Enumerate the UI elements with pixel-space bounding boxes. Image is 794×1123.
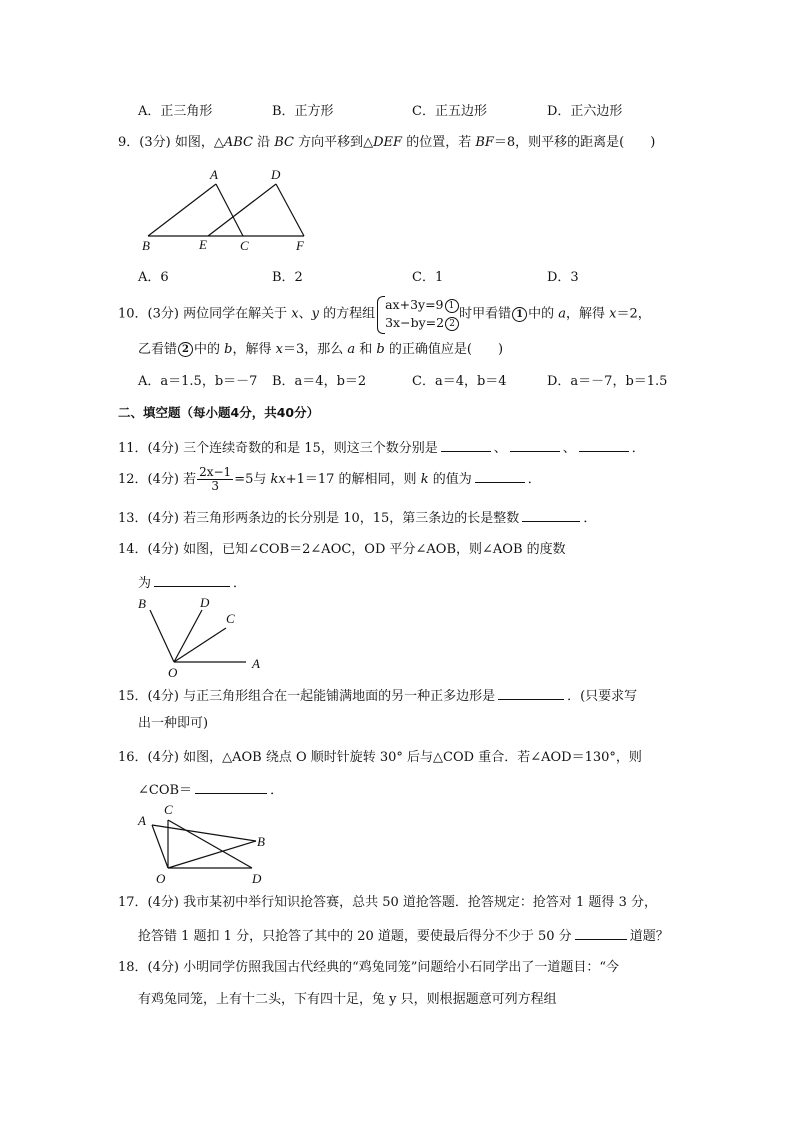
q10-equation-system: ax+3y=9 1 3x−by=2 2 (377, 296, 459, 332)
q14-label-a: A (252, 656, 260, 671)
q9-option-c: C．1 (412, 270, 444, 285)
q10-stem-line2: 乙看错 2 中的 b，解得 x＝3，那么 a 和 b 的正确值应是( ) (138, 342, 504, 357)
q14-label-o: O (168, 665, 178, 680)
q10-option-b: B．a＝4，b＝2 (272, 374, 367, 389)
q8-option-a: A．正三角形 (138, 104, 213, 119)
q9-label-e: E (199, 237, 207, 252)
q10-option-d: D．a＝－7，b＝1.5 (547, 374, 668, 389)
q15-stem-line2: 出一种即可) (138, 716, 209, 731)
q16-label-a: A (138, 813, 146, 828)
q16-blank (195, 779, 267, 794)
q8-option-b: B．正方形 (272, 104, 334, 119)
q10-stem-line1: 10．(3分) 两位同学在解关于 x、y 的方程组 ax+3y=9 1 3x−by=2 2 时甲看错 1 中的 a，解得 x＝2， (118, 296, 651, 333)
q17-stem-line2: 抢答错 1 题扣 1 分，只抢答了其中的 20 道题，要使最后得分不少于 50 分 道题？ (138, 925, 669, 947)
q9-option-a: A．6 (138, 270, 169, 285)
q13-blank (522, 507, 580, 522)
q16-stem-line1: 16．(4分) 如图，△AOB 绕点 O 顺时针旋转 30° 后与△COD 重合．若∠AOD＝130°，则 (118, 750, 642, 765)
q17-blank (575, 925, 627, 940)
q11-blank-1 (441, 437, 491, 452)
q14-stem-line2: 为 ． (138, 572, 246, 594)
q10-option-c: C．a＝4，b＝4 (412, 374, 507, 389)
q9-label-b: B (142, 238, 150, 253)
q9-label-c: C (240, 238, 249, 253)
q8-option-c: C．正五边形 (412, 104, 487, 119)
q12-blank (475, 468, 525, 483)
q8-option-d: D．正六边形 (547, 104, 623, 119)
q14-label-b: B (138, 596, 146, 611)
q9-translation-figure (136, 164, 326, 256)
q9-label-a: A (210, 167, 218, 182)
q15-blank (498, 685, 564, 700)
q16-label-o: O (156, 871, 166, 886)
q16-label-c: C (164, 802, 173, 817)
q9-label-f: F (296, 238, 304, 253)
q16-stem-line2: ∠COB＝ ． (138, 779, 283, 801)
q9-stem: 9．(3分) 如图，△ABC 沿 BC 方向平移到△DEF 的位置，若 BF＝8，则平移的距离是( ) (118, 135, 656, 150)
q14-blank (154, 572, 230, 587)
q10-option-a: A．a＝1.5，b＝－7 (138, 374, 258, 389)
q14-label-c: C (226, 611, 235, 626)
q11-blank-2 (510, 437, 560, 452)
q17-stem-line1: 17．(4分) 我市某初中举行知识抢答赛，总共 50 道抢答题．抢答规定：抢答对 1 题得 3 分， (118, 895, 657, 910)
q9-option-d: D．3 (547, 270, 579, 285)
q11-blank-3 (579, 437, 629, 452)
q14-angle-figure (134, 592, 274, 682)
q9-label-d: D (271, 167, 281, 182)
q9-option-b: B．2 (272, 270, 303, 285)
section-title-fill-in: 二、填空题（每小题4分，共40分） (118, 405, 320, 420)
q14-label-d: D (200, 595, 210, 610)
q18-stem-line2: 有鸡兔同笼，上有十二头，下有四十足，兔 y 只，则根据题意可列方程组 (138, 992, 557, 1007)
q14-stem-line1: 14．(4分) 如图，已知∠COB＝2∠AOC，OD 平分∠AOB，则∠AOB 的度数 (118, 542, 566, 557)
q11-stem: 11．(4分) 三个连续奇数的和是 15，则这三个数分别是 、 、 ． (118, 437, 645, 459)
q18-stem-line1: 18．(4分) 小明同学仿照我国古代经典的“鸡兔同笼”问题给小石同学出了一道题目：“今 (118, 960, 620, 975)
q16-rotation-figure (134, 800, 274, 888)
q12-stem: 12．(4分) 若 $\frac{2x-1}{3}$ =5与 kx+1＝17 的解相同，则 k 的值为 ． (118, 465, 541, 493)
q13-stem: 13．(4分) 若三角形两条边的长分别是 10，15，第三条边的长是整数 ． (118, 507, 596, 529)
q16-label-b: B (257, 834, 265, 849)
q12-fraction: $\frac{2x-1}{3}$ (199, 465, 232, 493)
q16-label-d: D (252, 871, 262, 886)
q15-stem-line1: 15．(4分) 与正三角形组合在一起能铺满地面的另一种正多边形是 ．(只要求写 (118, 685, 637, 707)
